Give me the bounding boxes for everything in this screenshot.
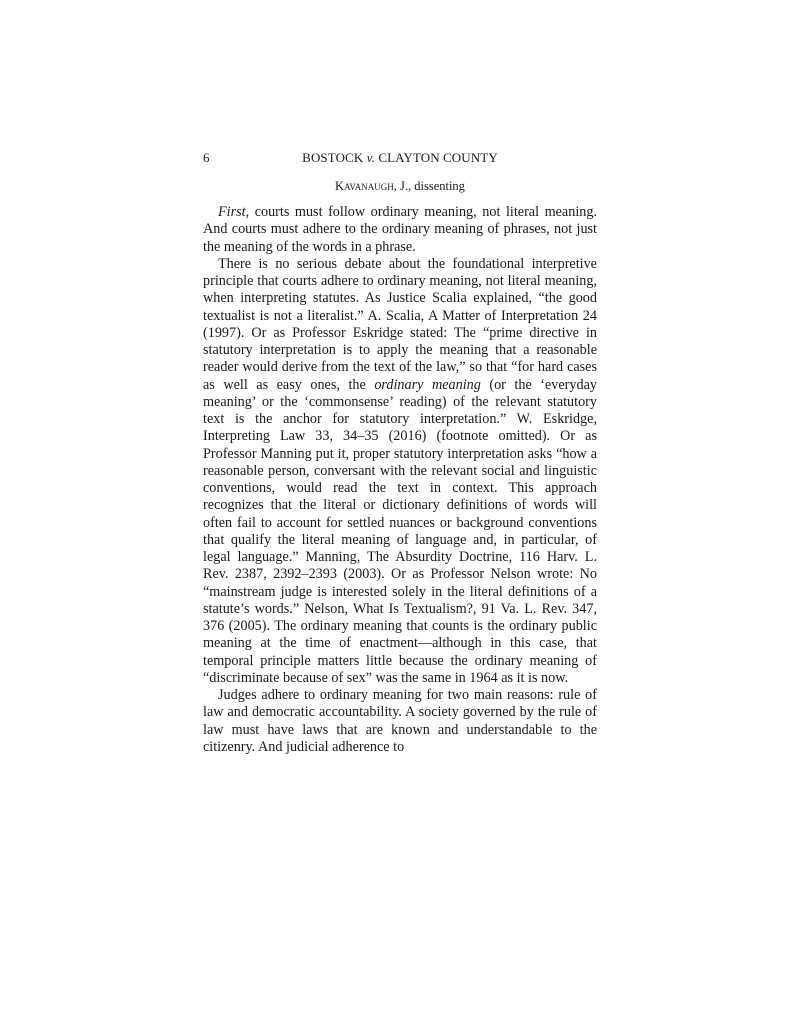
paragraph-3 xyxy=(203,687,597,756)
opinion-body xyxy=(203,204,597,756)
case-party-right: CLAYTON COUNTY xyxy=(378,150,498,165)
case-title xyxy=(203,149,597,167)
running-head xyxy=(203,149,597,167)
case-party-left: BOSTOCK xyxy=(302,150,364,165)
paragraph-1 xyxy=(203,204,597,256)
paragraph-2-part-b: (or the ‘everyday meaning’ or the ‘commonsense’ reading) of the relevant statutory text is the anchor for statutory interpretation.” W. Eskridge, Interpreting Law 33, 34–35 (2016) (footnote omitted). Or as Professor Manning put it, proper statutory interpretation asks “how a reasonable person, conversant with the relevant social and linguistic conventions, would read the text in context. This approach recognizes that the literal or dictionary definitions of words will often fail to account for settled nuances or background conventions that qualify the literal meaning of language and, in particular, of legal language.” Manning, The Absurdity Doctrine, 116 Harv. L. Rev. 2387, 2392–2393 (2003). Or as Professor Nelson wrote: No “mainstream judge is interested solely in the literal definitions of a statute’s words.” Nelson, What Is Textualism?, 91 Va. L. Rev. 347, 376 (2005). The ordinary meaning that counts is the ordinary public meaning at the time of enactment—although in this case, that temporal principle matters little because the ordinary meaning of “discriminate because of sex” was the same in 1964 as it is now. xyxy=(203,376,597,686)
page-number: 6 xyxy=(203,150,210,165)
paragraph-3-text: Judges adhere to ordinary meaning for two main reasons: rule of law and democratic accountability. A society governed by the rule of law must have laws that are known and understandable to the citizenry. And judicial adherence to xyxy=(203,687,597,755)
opinion-author-name: Kavanaugh xyxy=(335,179,394,193)
paragraph-2-part-a: There is no serious debate about the foundational interpretive principle that courts adhere to ordinary meaning, not literal meaning, when interpreting statutes. As Justice Scalia explained, “the good textualist is not a literalist.” A. Scalia, A Matter of Interpretation 24 (1997). Or as Professor Eskridge stated: The “prime directive in statutory interpretation is to apply the meaning that a reasonable reader would derive from the text of the law,” so that “for hard cases as well as easy ones, the xyxy=(203,255,597,393)
paragraph-2-emphasis: ordinary meaning xyxy=(374,376,481,393)
paragraph-1-lead: First xyxy=(218,204,246,220)
paragraph-2 xyxy=(203,256,597,687)
case-versus: v. xyxy=(366,150,375,165)
paragraph-1-text: , courts must follow ordinary meaning, not literal meaning. And courts must adhere to the ordinary meaning of phrases, not just the meaning of the words in a phrase. xyxy=(203,204,597,255)
opinion-author-line xyxy=(203,178,597,194)
opinion-author-suffix: , J., dissenting xyxy=(393,179,465,193)
